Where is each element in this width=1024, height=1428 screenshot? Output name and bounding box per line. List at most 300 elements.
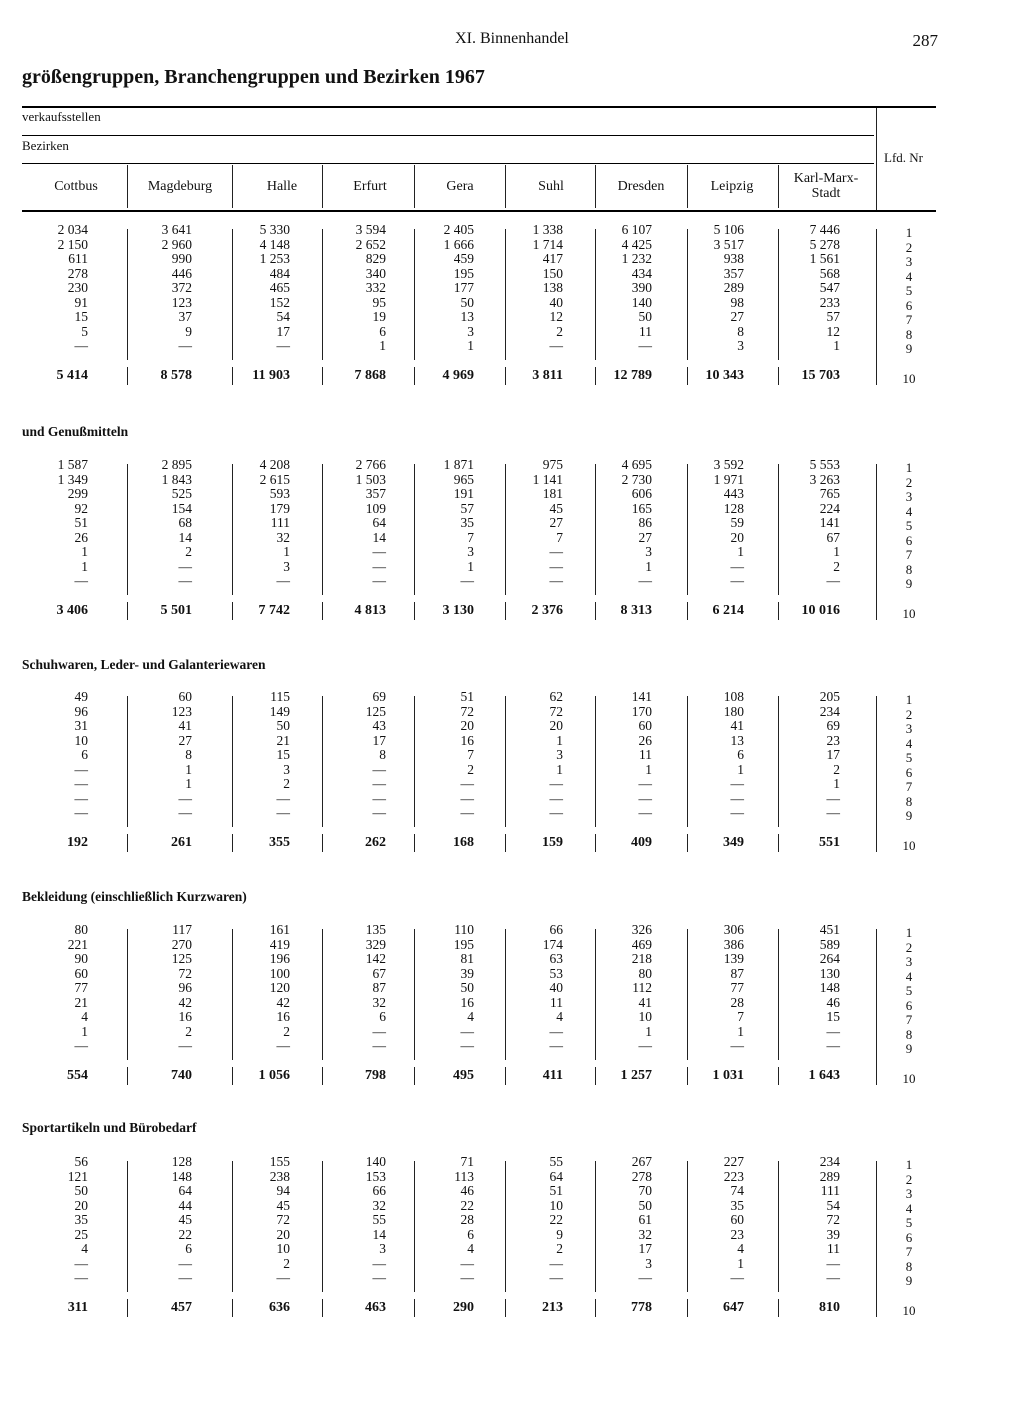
table-cell: — bbox=[460, 776, 474, 791]
column-separator bbox=[232, 696, 233, 827]
table-cell: 20 bbox=[460, 718, 474, 733]
table-cell: 86 bbox=[638, 515, 652, 530]
table-cell: 2 bbox=[556, 1241, 563, 1256]
header-column-separator bbox=[322, 165, 323, 208]
column-separator bbox=[505, 929, 506, 1060]
table-cell: 37 bbox=[178, 309, 192, 324]
table-cell: 177 bbox=[453, 280, 474, 295]
table-cell: 5 bbox=[81, 323, 88, 339]
lfd-number: 6 bbox=[905, 997, 913, 1013]
table-cell: 289 bbox=[723, 280, 744, 295]
total-separator bbox=[505, 602, 506, 620]
table-cell: 5 553 bbox=[809, 457, 840, 472]
total-cell: 5 414 bbox=[56, 368, 88, 383]
table-cell: 117 bbox=[172, 922, 192, 937]
table-cell: 16 bbox=[460, 994, 474, 1010]
table-cell: 96 bbox=[178, 980, 192, 995]
table-cell: 340 bbox=[365, 265, 386, 281]
table-cell: 50 bbox=[74, 1183, 88, 1198]
column-separator bbox=[687, 464, 688, 595]
column-separator bbox=[876, 229, 877, 374]
table-cell: 148 bbox=[819, 980, 840, 995]
lfd-number: 9 bbox=[905, 808, 913, 823]
lfd-number: 8 bbox=[905, 1026, 913, 1042]
total-separator bbox=[876, 367, 877, 385]
table-cell: 233 bbox=[819, 294, 840, 310]
table-cell: 1 bbox=[379, 338, 386, 353]
total-separator bbox=[876, 1067, 877, 1085]
table-cell: 10 bbox=[276, 1241, 290, 1256]
table-cell: 765 bbox=[819, 486, 840, 501]
total-separator bbox=[414, 602, 415, 620]
table-cell: 270 bbox=[171, 936, 192, 952]
table-cell: — bbox=[276, 1270, 290, 1285]
table-cell: 7 bbox=[737, 1009, 744, 1024]
chapter-heading: XI. Binnenhandel bbox=[455, 30, 569, 47]
table-cell: — bbox=[549, 558, 563, 574]
table-cell: — bbox=[638, 1038, 652, 1053]
column-header-7: Dresden bbox=[617, 179, 665, 194]
table-cell: 1 bbox=[737, 1023, 744, 1039]
table-cell: 3 bbox=[556, 747, 563, 762]
table-cell: 1 bbox=[283, 544, 290, 559]
column-separator bbox=[778, 464, 779, 595]
table-cell: 5 330 bbox=[259, 222, 290, 237]
total-separator bbox=[595, 1299, 596, 1317]
table-cell: 221 bbox=[67, 936, 88, 952]
table-cell: 70 bbox=[638, 1183, 652, 1198]
table-cell: — bbox=[372, 1255, 386, 1271]
total-separator bbox=[232, 367, 233, 385]
table-cell: — bbox=[74, 776, 88, 791]
table-cell: — bbox=[372, 790, 386, 806]
rule-header-bottom bbox=[22, 210, 936, 212]
table-cell: 28 bbox=[730, 994, 744, 1010]
table-cell: 1 871 bbox=[443, 457, 474, 472]
table-cell: 224 bbox=[819, 500, 840, 516]
table-cell: 4 bbox=[556, 1009, 563, 1024]
table-cell: — bbox=[826, 1255, 840, 1271]
column-separator bbox=[595, 1161, 596, 1292]
table-cell: 390 bbox=[631, 280, 652, 295]
table-cell: 51 bbox=[74, 515, 88, 530]
table-cell: 121 bbox=[67, 1168, 88, 1184]
table-cell: — bbox=[178, 1270, 192, 1285]
table-cell: — bbox=[730, 1038, 744, 1053]
table-cell: 57 bbox=[460, 500, 474, 516]
total-cell: 2 376 bbox=[531, 603, 563, 618]
table-cell: 64 bbox=[178, 1183, 192, 1198]
table-cell: 180 bbox=[723, 703, 744, 719]
total-cell: 11 903 bbox=[252, 368, 290, 383]
table-cell: — bbox=[276, 338, 290, 353]
total-separator bbox=[876, 602, 877, 620]
table-cell: — bbox=[826, 1023, 840, 1039]
column-separator bbox=[687, 1161, 688, 1292]
table-cell: — bbox=[549, 1255, 563, 1271]
lfd-number: 7 bbox=[905, 547, 913, 562]
table-cell: 20 bbox=[549, 718, 563, 733]
table-cell: 39 bbox=[460, 965, 474, 981]
table-cell: 10 bbox=[74, 732, 88, 748]
column-separator bbox=[778, 229, 779, 360]
table-cell: 41 bbox=[178, 718, 192, 733]
lfd-number: 4 bbox=[905, 968, 913, 984]
table-cell: 4 bbox=[467, 1009, 474, 1024]
lfd-number: 2 bbox=[905, 239, 913, 255]
table-cell: 77 bbox=[74, 980, 88, 995]
table-cell: 525 bbox=[171, 486, 192, 501]
table-cell: 128 bbox=[171, 1154, 192, 1169]
table-cell: 419 bbox=[269, 936, 290, 952]
table-cell: 6 bbox=[185, 1241, 192, 1256]
table-cell: 42 bbox=[276, 994, 290, 1010]
column-separator bbox=[876, 464, 877, 609]
lfd-number: 7 bbox=[905, 312, 913, 327]
total-separator bbox=[876, 834, 877, 852]
column-separator bbox=[876, 929, 877, 1074]
total-cell: 1 643 bbox=[808, 1068, 840, 1083]
table-cell: — bbox=[372, 573, 386, 588]
table-cell: — bbox=[276, 790, 290, 806]
table-cell: 87 bbox=[730, 965, 744, 981]
column-separator bbox=[414, 696, 415, 827]
column-header-9: Karl-Marx-Stadt bbox=[793, 171, 859, 201]
table-cell: 1 503 bbox=[355, 471, 386, 487]
table-cell: 469 bbox=[631, 936, 652, 952]
table-cell: 965 bbox=[453, 471, 474, 487]
table-cell: — bbox=[730, 776, 744, 791]
table-cell: 5 106 bbox=[713, 222, 744, 237]
table-cell: 123 bbox=[171, 703, 192, 719]
rule-top bbox=[22, 106, 936, 108]
table-cell: — bbox=[74, 1255, 88, 1271]
rule-header-2 bbox=[22, 163, 874, 164]
table-cell: 196 bbox=[269, 951, 290, 966]
table-cell: 4 148 bbox=[259, 236, 290, 252]
total-cell: 1 031 bbox=[712, 1068, 744, 1083]
lfd-number: 7 bbox=[905, 1012, 913, 1027]
table-cell: — bbox=[460, 1270, 474, 1285]
table-cell: 138 bbox=[542, 280, 563, 295]
total-separator bbox=[778, 1067, 779, 1085]
total-separator bbox=[876, 1299, 877, 1317]
table-cell: 1 bbox=[556, 761, 563, 777]
table-cell: 195 bbox=[453, 265, 474, 281]
table-cell: 2 bbox=[185, 544, 192, 559]
lfd-number: 2 bbox=[905, 706, 913, 722]
table-cell: 9 bbox=[556, 1226, 563, 1242]
table-cell: 50 bbox=[276, 718, 290, 733]
table-cell: 154 bbox=[171, 500, 192, 516]
table-cell: 67 bbox=[372, 965, 386, 981]
table-cell: 50 bbox=[638, 1197, 652, 1213]
total-cell: 554 bbox=[67, 1068, 88, 1083]
table-cell: — bbox=[549, 776, 563, 791]
table-cell: 142 bbox=[365, 951, 386, 966]
lfd-number: 9 bbox=[905, 341, 913, 356]
table-cell: — bbox=[460, 573, 474, 588]
total-separator bbox=[595, 602, 596, 620]
column-separator bbox=[876, 1161, 877, 1306]
table-cell: 218 bbox=[631, 951, 652, 966]
table-cell: 6 107 bbox=[621, 222, 652, 237]
table-cell: 451 bbox=[819, 922, 840, 937]
lfd-number: 6 bbox=[905, 532, 913, 548]
table-cell: — bbox=[826, 1270, 840, 1285]
table-cell: — bbox=[372, 761, 386, 777]
table-cell: 1 587 bbox=[57, 457, 88, 472]
table-cell: 161 bbox=[269, 922, 290, 937]
table-cell: 227 bbox=[723, 1154, 744, 1169]
table-cell: — bbox=[74, 805, 88, 820]
total-separator bbox=[127, 1067, 128, 1085]
table-cell: 45 bbox=[276, 1197, 290, 1213]
table-cell: 6 bbox=[379, 1009, 386, 1024]
table-cell: 14 bbox=[372, 1226, 386, 1242]
total-cell: 12 789 bbox=[613, 368, 652, 383]
table-cell: 60 bbox=[730, 1212, 744, 1227]
lfd-number: 2 bbox=[905, 939, 913, 955]
table-cell: — bbox=[460, 1023, 474, 1039]
table-cell: — bbox=[74, 338, 88, 353]
table-cell: 3 bbox=[283, 558, 290, 574]
total-separator bbox=[414, 834, 415, 852]
table-cell: — bbox=[826, 573, 840, 588]
total-separator bbox=[778, 602, 779, 620]
page-number: 287 bbox=[912, 31, 938, 50]
table-cell: 7 bbox=[467, 747, 474, 762]
table-cell: 2 bbox=[283, 1023, 290, 1039]
column-separator bbox=[595, 929, 596, 1060]
total-separator bbox=[127, 834, 128, 852]
column-separator bbox=[127, 1161, 128, 1292]
table-cell: 19 bbox=[372, 309, 386, 324]
table-cell: 2 bbox=[833, 558, 840, 574]
table-cell: 35 bbox=[730, 1197, 744, 1213]
table-cell: — bbox=[372, 805, 386, 820]
table-cell: 72 bbox=[178, 965, 192, 981]
table-cell: 16 bbox=[178, 1009, 192, 1024]
lfd-number: 3 bbox=[905, 254, 913, 269]
column-separator bbox=[505, 464, 506, 595]
header-column-separator bbox=[505, 165, 506, 208]
table-cell: 21 bbox=[74, 994, 88, 1010]
table-cell: 278 bbox=[631, 1168, 652, 1184]
table-cell: 17 bbox=[276, 323, 290, 339]
table-cell: 1 971 bbox=[713, 471, 744, 487]
table-cell: 289 bbox=[819, 1168, 840, 1184]
table-cell: 27 bbox=[730, 309, 744, 324]
table-cell: 92 bbox=[74, 500, 88, 516]
table-cell: 2 bbox=[283, 776, 290, 791]
table-cell: — bbox=[730, 558, 744, 574]
table-cell: 2 bbox=[467, 761, 474, 777]
page-title: größengruppen, Branchengruppen und Bezirken 1967 bbox=[22, 66, 485, 88]
table-cell: 22 bbox=[178, 1226, 192, 1242]
table-cell: 3 594 bbox=[355, 222, 386, 237]
table-cell: — bbox=[74, 1038, 88, 1053]
table-cell: 123 bbox=[171, 294, 192, 310]
table-cell: 1 349 bbox=[57, 471, 88, 487]
table-cell: — bbox=[730, 790, 744, 806]
table-cell: — bbox=[549, 805, 563, 820]
table-cell: 22 bbox=[549, 1212, 563, 1227]
table-cell: 66 bbox=[372, 1183, 386, 1198]
table-cell: 12 bbox=[549, 309, 563, 324]
table-cell: 20 bbox=[276, 1226, 290, 1242]
table-cell: 90 bbox=[74, 951, 88, 966]
table-cell: 4 bbox=[81, 1241, 88, 1256]
total-separator bbox=[232, 1299, 233, 1317]
table-cell: 13 bbox=[730, 732, 744, 748]
rule-header-1 bbox=[22, 135, 874, 136]
total-cell: 10 016 bbox=[801, 603, 840, 618]
table-cell: 64 bbox=[372, 515, 386, 530]
table-cell: 81 bbox=[460, 951, 474, 966]
column-separator bbox=[414, 929, 415, 1060]
table-cell: 1 714 bbox=[532, 236, 563, 252]
table-cell: 115 bbox=[270, 689, 290, 704]
table-cell: 5 278 bbox=[809, 236, 840, 252]
total-cell: 551 bbox=[819, 835, 840, 850]
table-cell: 60 bbox=[638, 718, 652, 733]
table-cell: 63 bbox=[549, 951, 563, 966]
table-cell: 91 bbox=[74, 294, 88, 310]
table-cell: 125 bbox=[365, 703, 386, 719]
table-cell: 109 bbox=[365, 500, 386, 516]
header-column-separator bbox=[687, 165, 688, 208]
total-separator bbox=[414, 367, 415, 385]
table-cell: 593 bbox=[269, 486, 290, 501]
total-separator bbox=[595, 367, 596, 385]
table-cell: 46 bbox=[826, 994, 840, 1010]
table-cell: 139 bbox=[723, 951, 744, 966]
table-cell: 1 bbox=[737, 544, 744, 559]
table-cell: — bbox=[372, 776, 386, 791]
table-cell: — bbox=[638, 776, 652, 791]
total-cell: 5 501 bbox=[160, 603, 192, 618]
table-cell: 386 bbox=[723, 936, 744, 952]
table-cell: 11 bbox=[827, 1241, 840, 1256]
table-cell: — bbox=[549, 1023, 563, 1039]
table-cell: 1 bbox=[556, 732, 563, 748]
table-cell: 32 bbox=[372, 1197, 386, 1213]
lfd-number: 5 bbox=[905, 750, 913, 765]
table-cell: 62 bbox=[549, 689, 563, 704]
total-cell: 8 313 bbox=[620, 603, 652, 618]
table-cell: 59 bbox=[730, 515, 744, 530]
table-cell: 111 bbox=[820, 1183, 840, 1198]
total-separator bbox=[778, 834, 779, 852]
table-cell: 357 bbox=[365, 486, 386, 501]
total-separator bbox=[414, 1067, 415, 1085]
table-cell: 174 bbox=[542, 936, 563, 952]
table-cell: 50 bbox=[460, 980, 474, 995]
lfd-number: 4 bbox=[905, 735, 913, 751]
column-header-1: Cottbus bbox=[54, 179, 98, 194]
table-cell: 17 bbox=[826, 747, 840, 762]
table-cell: 357 bbox=[723, 265, 744, 281]
table-cell: 55 bbox=[372, 1212, 386, 1227]
table-cell: 1 bbox=[737, 1255, 744, 1271]
total-cell: 10 343 bbox=[705, 368, 744, 383]
lfd-number: 2 bbox=[905, 1171, 913, 1187]
table-cell: — bbox=[372, 558, 386, 574]
table-cell: 1 666 bbox=[443, 236, 474, 252]
table-cell: 1 843 bbox=[161, 471, 192, 487]
total-separator bbox=[505, 367, 506, 385]
total-separator bbox=[322, 1067, 323, 1085]
table-cell: 1 bbox=[833, 338, 840, 353]
lfd-number: 5 bbox=[905, 283, 913, 298]
table-cell: 23 bbox=[826, 732, 840, 748]
total-separator bbox=[322, 834, 323, 852]
column-separator bbox=[322, 1161, 323, 1292]
table-cell: 4 bbox=[467, 1241, 474, 1256]
table-cell: 27 bbox=[549, 515, 563, 530]
table-cell: 223 bbox=[723, 1168, 744, 1184]
table-cell: 80 bbox=[638, 965, 652, 981]
column-separator bbox=[322, 696, 323, 827]
table-cell: 1 bbox=[645, 558, 652, 574]
table-cell: 4 695 bbox=[621, 457, 652, 472]
table-cell: 611 bbox=[68, 251, 88, 266]
table-cell: 155 bbox=[269, 1154, 290, 1169]
table-cell: 299 bbox=[67, 486, 88, 501]
table-cell: 141 bbox=[819, 515, 840, 530]
table-cell: 179 bbox=[269, 500, 290, 516]
table-cell: 278 bbox=[67, 265, 88, 281]
total-separator bbox=[127, 602, 128, 620]
table-cell: 69 bbox=[372, 689, 386, 704]
table-cell: — bbox=[826, 1038, 840, 1053]
lfd-number: 7 bbox=[905, 779, 913, 794]
total-cell: 168 bbox=[453, 835, 474, 850]
table-cell: — bbox=[178, 338, 192, 353]
total-separator bbox=[595, 834, 596, 852]
total-separator bbox=[505, 1067, 506, 1085]
table-cell: — bbox=[460, 790, 474, 806]
table-cell: 465 bbox=[269, 280, 290, 295]
table-cell: — bbox=[74, 1270, 88, 1285]
table-cell: — bbox=[74, 761, 88, 777]
table-cell: 51 bbox=[460, 689, 474, 704]
table-cell: 72 bbox=[276, 1212, 290, 1227]
column-header-4: Erfurt bbox=[353, 179, 387, 194]
table-cell: 14 bbox=[372, 529, 386, 545]
total-separator bbox=[322, 367, 323, 385]
table-cell: 7 bbox=[556, 529, 563, 545]
table-cell: — bbox=[178, 805, 192, 820]
column-separator bbox=[127, 229, 128, 360]
column-separator bbox=[687, 929, 688, 1060]
table-cell: 17 bbox=[638, 1241, 652, 1256]
total-cell: 8 578 bbox=[160, 368, 192, 383]
table-cell: 234 bbox=[819, 703, 840, 719]
lfd-number: 8 bbox=[905, 793, 913, 809]
column-header-6: Suhl bbox=[538, 179, 564, 194]
table-cell: 23 bbox=[730, 1226, 744, 1242]
total-separator bbox=[232, 602, 233, 620]
column-separator bbox=[232, 229, 233, 360]
column-header-5: Gera bbox=[446, 179, 474, 194]
table-cell: — bbox=[730, 805, 744, 820]
table-cell: 4 208 bbox=[259, 457, 290, 472]
table-cell: 6 bbox=[467, 1226, 474, 1242]
table-cell: 2 bbox=[556, 323, 563, 339]
table-cell: 32 bbox=[372, 994, 386, 1010]
